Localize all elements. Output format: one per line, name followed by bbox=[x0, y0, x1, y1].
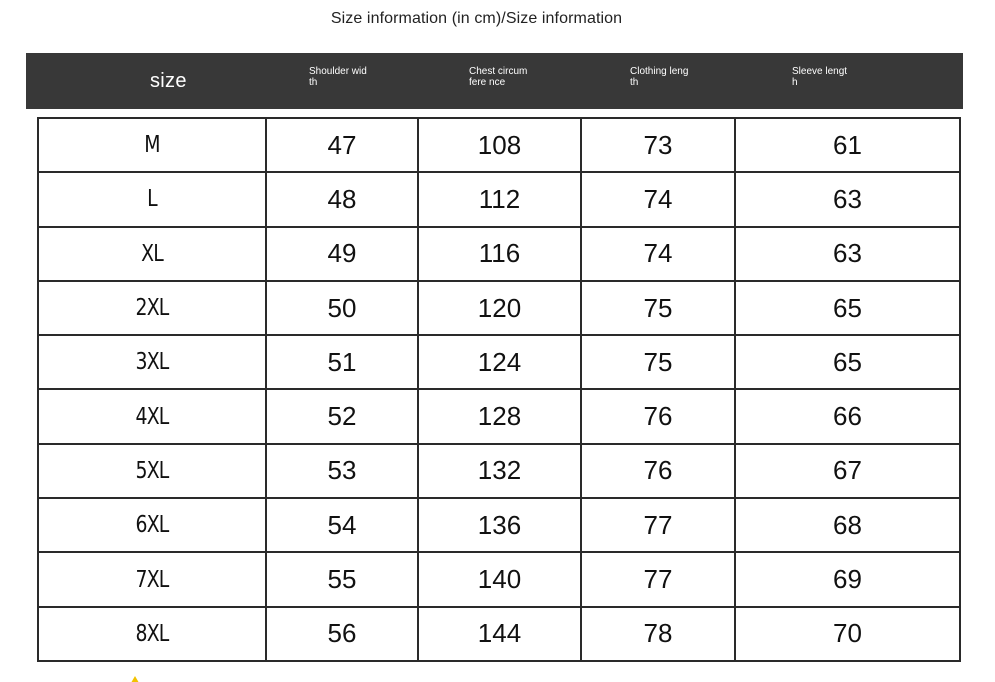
length-cell: 77 bbox=[581, 498, 735, 552]
table-row bbox=[38, 227, 960, 281]
size-cell: 5XL bbox=[59, 444, 246, 498]
shoulder-cell: 50 bbox=[266, 281, 418, 335]
sleeve-cell: 68 bbox=[735, 498, 960, 552]
header-chest-circumference: Chest circumfere nce bbox=[469, 66, 528, 88]
header-sleeve-length: Sleeve length bbox=[792, 66, 848, 88]
size-cell: 4XL bbox=[59, 389, 246, 443]
chest-cell: 116 bbox=[418, 227, 581, 281]
table-row bbox=[38, 498, 960, 552]
length-cell: 76 bbox=[581, 389, 735, 443]
header-shoulder-width: Shoulder width bbox=[309, 66, 367, 88]
chest-cell: 144 bbox=[418, 607, 581, 661]
table-row bbox=[38, 335, 960, 389]
table-row bbox=[38, 281, 960, 335]
table-row bbox=[38, 607, 960, 661]
page-title: Size information (in cm)/Size information bbox=[330, 10, 623, 27]
sleeve-cell: 63 bbox=[735, 172, 960, 226]
length-cell: 74 bbox=[581, 227, 735, 281]
size-cell: 2XL bbox=[59, 281, 246, 335]
table-row bbox=[38, 389, 960, 443]
sleeve-cell: 66 bbox=[735, 389, 960, 443]
size-cell: 7XL bbox=[59, 552, 246, 606]
shoulder-cell: 55 bbox=[266, 552, 418, 606]
table-row bbox=[38, 552, 960, 606]
warning-icon bbox=[128, 676, 142, 682]
shoulder-cell: 48 bbox=[266, 172, 418, 226]
chest-cell: 132 bbox=[418, 444, 581, 498]
shoulder-cell: 51 bbox=[266, 335, 418, 389]
length-cell: 77 bbox=[581, 552, 735, 606]
shoulder-cell: 52 bbox=[266, 389, 418, 443]
table-row bbox=[38, 118, 960, 172]
shoulder-cell: 54 bbox=[266, 498, 418, 552]
size-cell: 3XL bbox=[59, 335, 246, 389]
length-cell: 78 bbox=[581, 607, 735, 661]
length-cell: 74 bbox=[581, 172, 735, 226]
length-cell: 75 bbox=[581, 335, 735, 389]
table-row bbox=[38, 172, 960, 226]
table-row bbox=[38, 444, 960, 498]
length-cell: 75 bbox=[581, 281, 735, 335]
size-cell: 6XL bbox=[59, 498, 246, 552]
size-cell: 8XL bbox=[59, 607, 246, 661]
shoulder-cell: 49 bbox=[266, 227, 418, 281]
sleeve-cell: 65 bbox=[735, 335, 960, 389]
sleeve-cell: 67 bbox=[735, 444, 960, 498]
size-table bbox=[37, 117, 961, 662]
chest-cell: 124 bbox=[418, 335, 581, 389]
length-cell: 76 bbox=[581, 444, 735, 498]
chest-cell: 120 bbox=[418, 281, 581, 335]
shoulder-cell: 53 bbox=[266, 444, 418, 498]
sleeve-cell: 63 bbox=[735, 227, 960, 281]
shoulder-cell: 56 bbox=[266, 607, 418, 661]
size-cell: M bbox=[59, 118, 246, 172]
chest-cell: 108 bbox=[418, 118, 581, 172]
header-clothing-length: Clothing length bbox=[630, 66, 689, 88]
chest-cell: 128 bbox=[418, 389, 581, 443]
footer-note bbox=[120, 672, 880, 682]
header-size: size bbox=[150, 69, 187, 92]
sleeve-cell: 61 bbox=[735, 118, 960, 172]
table-header-bar bbox=[26, 53, 963, 109]
sleeve-cell: 70 bbox=[735, 607, 960, 661]
sleeve-cell: 69 bbox=[735, 552, 960, 606]
sleeve-cell: 65 bbox=[735, 281, 960, 335]
length-cell: 73 bbox=[581, 118, 735, 172]
size-cell: L bbox=[59, 172, 246, 226]
shoulder-cell: 47 bbox=[266, 118, 418, 172]
chest-cell: 136 bbox=[418, 498, 581, 552]
size-cell: XL bbox=[59, 227, 246, 281]
chest-cell: 140 bbox=[418, 552, 581, 606]
chest-cell: 112 bbox=[418, 172, 581, 226]
